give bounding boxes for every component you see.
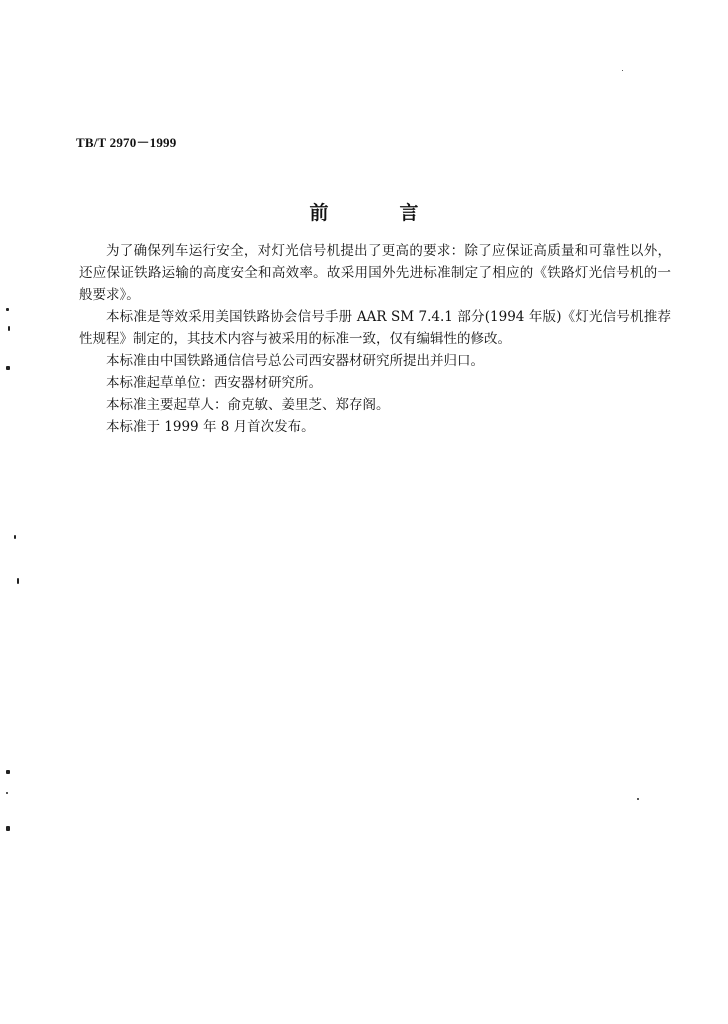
scan-speck	[6, 308, 9, 311]
scan-speck	[6, 770, 10, 774]
paragraph-equivalence: 本标准是等效采用美国铁路协会信号手册 AAR SM 7.4.1 部分(1994 年版)《灯光信号机推荐性规程》制定的，其技术内容与被采用的标准一致，仅有编辑性的修改。	[79, 309, 671, 347]
scan-speck	[6, 792, 8, 794]
paragraph-drafters: 本标准主要起草人：俞克敏、姜里芝、郑存阁。	[106, 397, 390, 413]
scan-speck	[8, 326, 10, 331]
scan-speck	[14, 535, 16, 539]
paragraph-proposer: 本标准由中国铁路通信信号总公司西安器材研究所提出并归口。	[106, 353, 484, 369]
paragraph-drafting-unit: 本标准起草单位：西安器材研究所。	[106, 375, 322, 391]
scan-speck	[622, 70, 623, 71]
paragraph-purpose: 为了确保列车运行安全，对灯光信号机提出了更高的要求：除了应保证高质量和可靠性以外，还应保证铁路运输的高度安全和高效率。故采用国外先进标准制定了相应的《铁路灯光信号机的一般要求》。	[79, 243, 671, 303]
scan-speck	[6, 366, 10, 370]
scan-speck	[637, 798, 639, 800]
preface-body	[79, 240, 671, 438]
standard-code: TB/T 2970－1999	[76, 135, 177, 150]
scan-speck	[17, 578, 19, 584]
paragraph-release: 本标准于 1999 年 8 月首次发布。	[106, 419, 315, 435]
scan-speck	[6, 826, 10, 831]
page-title: 前 言	[309, 202, 445, 224]
